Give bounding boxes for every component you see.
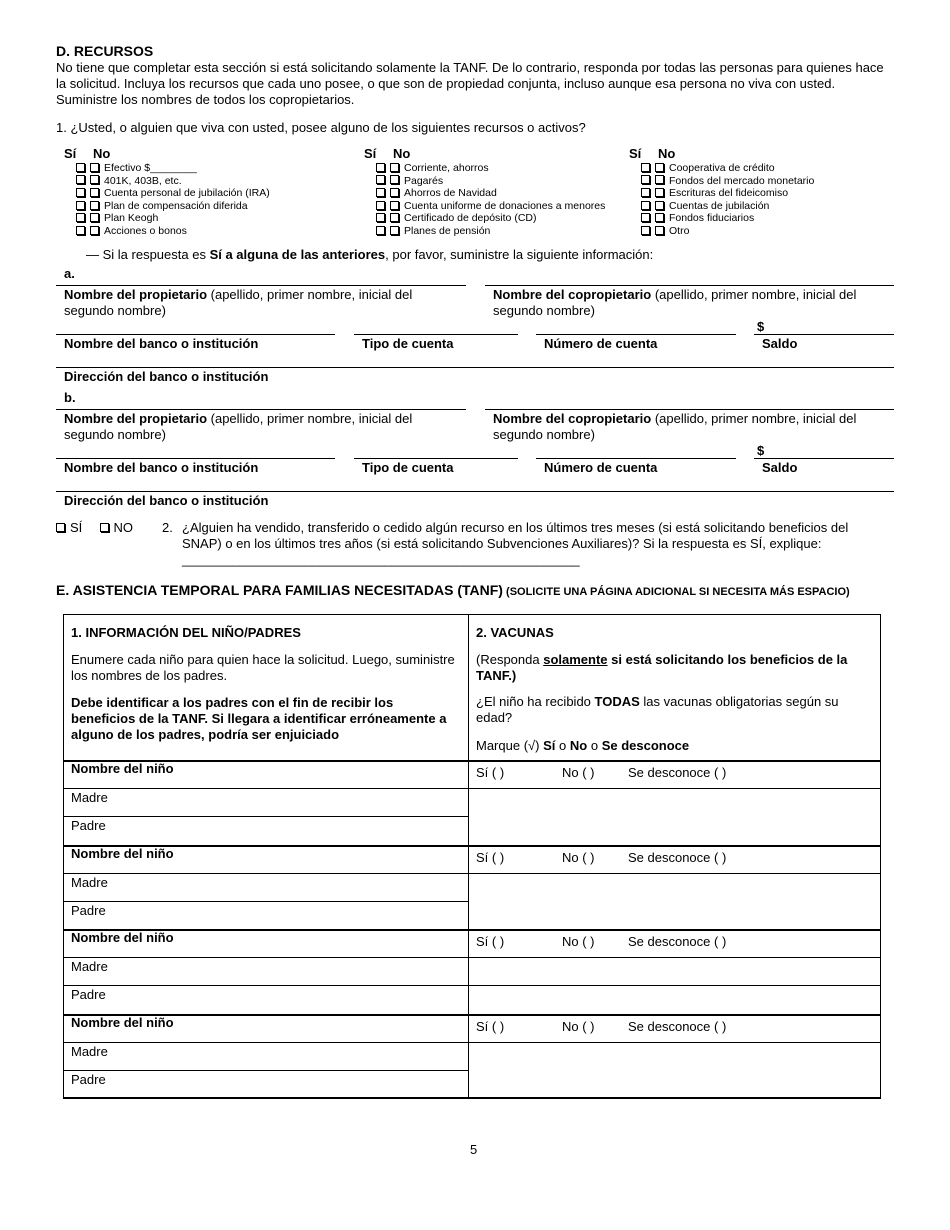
resource-label: Cuenta personal de jubilación (IRA) (104, 187, 270, 200)
resource-label: Cuentas de jubilación (669, 199, 770, 212)
resource-label: Plan Keogh (104, 212, 159, 225)
no-checkbox[interactable] (390, 213, 399, 222)
vaccine-yes[interactable]: Sí ( ) (476, 849, 505, 865)
resource-row (64, 212, 270, 225)
child-name-label: Nombre del niño (71, 761, 174, 776)
resource-row (629, 200, 814, 213)
vaccine-no[interactable]: No ( ) (562, 1018, 595, 1034)
bank-address-label: Dirección del banco o institución (64, 369, 269, 384)
mother-label[interactable]: Madre (71, 1043, 108, 1059)
group-divider (63, 929, 881, 931)
no-checkbox[interactable] (390, 163, 399, 172)
block-letter: a. (64, 266, 75, 281)
q2-yes-checkbox[interactable] (56, 523, 65, 532)
no-checkbox[interactable] (655, 213, 664, 222)
left-warning: Debe identificar a los padres con el fin de recibir los beneficios de la TANF. Si llegara a identificar erróneamente a alguno de los padres, podría ser enjuiciado (71, 695, 447, 742)
right-question: ¿El niño ha recibido TODAS las vacunas obligatorias según su edad? (476, 694, 839, 725)
yes-checkbox[interactable] (376, 163, 385, 172)
bank-name-line[interactable] (56, 458, 335, 459)
group-divider (63, 760, 881, 762)
yes-cell (364, 187, 390, 200)
no-checkbox[interactable] (390, 175, 399, 184)
father-label[interactable]: Padre (71, 1071, 106, 1087)
no-checkbox[interactable] (90, 226, 99, 235)
resource-row (629, 162, 814, 175)
resource-row (64, 175, 270, 188)
account-type-line[interactable] (354, 458, 518, 459)
no-checkbox[interactable] (90, 188, 99, 197)
section-e-heading: E. ASISTENCIA TEMPORAL PARA FAMILIAS NECESITADAS (TANF) (SOLICITE UNA PÁGINA ADICIONAL SI NECESITA MÁS ESPACIO) (56, 582, 850, 598)
section-d-intro: No tiene que completar esta sección si está solicitando solamente la TANF. De lo contrario, responda por todas las personas para quienes hace la solicitud. Incluya los recursos que cada uno posee, o que son de propiedad conjunta, incluso aunque esa persona no viva con usted. Suministre los nombres de todos los copropietarios. (56, 60, 884, 107)
account-type-label: Tipo de cuenta (362, 460, 454, 475)
resource-row (364, 187, 605, 200)
mother-label[interactable]: Madre (71, 790, 108, 805)
left-text: Enumere cada niño para quien hace la solicitud. Luego, suministre los nombres de los padres. (71, 652, 455, 683)
yes-checkbox[interactable] (641, 163, 650, 172)
row-divider (63, 1070, 468, 1071)
yes-checkbox[interactable] (641, 175, 650, 184)
yes-cell (364, 212, 390, 225)
resource-row (364, 212, 605, 225)
no-header: No (93, 146, 111, 161)
yes-checkbox[interactable] (76, 213, 85, 222)
yes-header: Sí (64, 146, 77, 161)
no-checkbox[interactable] (90, 163, 99, 172)
resource-label: Fondos del mercado monetario (669, 174, 815, 187)
resource-label: Plan de compensación diferida (104, 199, 248, 212)
balance-label: Saldo (762, 336, 798, 351)
yes-cell (64, 162, 90, 175)
yes-checkbox[interactable] (641, 226, 650, 235)
mother-label[interactable]: Madre (71, 874, 108, 890)
yes-checkbox[interactable] (376, 201, 385, 210)
row-divider (63, 1042, 881, 1043)
father-label[interactable]: Padre (71, 818, 106, 833)
group-divider (63, 1014, 881, 1016)
page-number: 5 (470, 1142, 478, 1157)
yes-cell (364, 162, 390, 175)
vaccine-unknown[interactable]: Se desconoce ( ) (628, 934, 727, 949)
account-number-label: Número de cuenta (544, 460, 658, 475)
coowner-label: Nombre del copropietario (apellido, primer nombre, inicial del segundo nombre) (493, 411, 857, 442)
row-divider (63, 873, 881, 874)
resource-label: Corriente, ahorros (404, 162, 489, 174)
yes-cell (629, 225, 655, 238)
coowner-line[interactable] (485, 409, 894, 410)
yes-cell (64, 175, 90, 188)
resource-label: Acciones o bonos (104, 224, 187, 237)
resource-row (64, 225, 270, 238)
table-divider (468, 614, 469, 1098)
no-checkbox[interactable] (655, 163, 664, 172)
owner-line[interactable] (56, 285, 466, 286)
vaccine-unknown[interactable]: Se desconoce ( ) (628, 1018, 727, 1034)
mother-label[interactable]: Madre (71, 959, 108, 974)
no-header: No (658, 146, 676, 161)
resource-row (629, 212, 814, 225)
resource-label: Ahorros de Navidad (404, 187, 497, 200)
resources-column-3 (629, 146, 814, 238)
vaccine-unknown[interactable]: Se desconoce ( ) (628, 849, 727, 865)
yes-checkbox[interactable] (76, 163, 85, 172)
child-name-label: Nombre del niño (71, 930, 174, 945)
resource-label: Certificado de depósito (CD) (404, 212, 537, 225)
account-type-line[interactable] (354, 334, 518, 335)
yes-checkbox[interactable] (641, 213, 650, 222)
right-note: (Responda solamente si está solicitando los beneficios de la TANF.) (476, 652, 848, 683)
row-divider (468, 985, 880, 986)
tanf-table (63, 614, 881, 1099)
bank-name-label: Nombre del banco o institución (64, 336, 259, 351)
row-divider (63, 816, 468, 817)
no-checkbox[interactable] (655, 188, 664, 197)
yes-cell (629, 200, 655, 213)
bank-name-label: Nombre del banco o institución (64, 460, 259, 475)
yes-checkbox[interactable] (376, 188, 385, 197)
yes-cell (64, 200, 90, 213)
vaccine-yes[interactable]: Sí ( ) (476, 765, 505, 780)
resource-row (64, 200, 270, 213)
yes-checkbox[interactable] (376, 213, 385, 222)
yes-checkbox[interactable] (376, 226, 385, 235)
resource-label: Escrituras del fideicomiso (669, 187, 789, 200)
right-title: 2. VACUNAS (476, 625, 554, 640)
account-number-line[interactable] (536, 458, 736, 459)
group-divider (63, 845, 881, 847)
dollar-sign: $ (757, 443, 765, 458)
resource-row (364, 162, 605, 175)
yes-cell (64, 212, 90, 225)
block-letter: b. (64, 390, 76, 405)
balance-label: Saldo (762, 460, 798, 475)
row-divider (63, 901, 468, 902)
no-checkbox[interactable] (390, 201, 399, 210)
resources-column-1 (64, 146, 270, 238)
balance-line[interactable] (754, 458, 894, 459)
q2-text[interactable]: ¿Alguien ha vendido, transferido o cedido algún recurso en los últimos tres meses (si está solicitando beneficios del SNAP) o en los últimos tres años (si está solicitando Subvenciones Auxiliares)? Si la respuesta es SÍ, explique: _______________________________________________________ (182, 520, 849, 567)
yes-cell (629, 175, 655, 188)
resource-label: Planes de pensión (404, 224, 491, 237)
child-name-label: Nombre del niño (71, 845, 174, 861)
owner-label: Nombre del propietario (apellido, primer nombre, inicial del segundo nombre) (64, 287, 413, 318)
bank-address-label: Dirección del banco o institución (64, 493, 269, 508)
no-checkbox[interactable] (390, 226, 399, 235)
yes-checkbox[interactable] (641, 188, 650, 197)
child-name-label: Nombre del niño (71, 1014, 174, 1030)
yes-checkbox[interactable] (76, 188, 85, 197)
yes-cell (629, 162, 655, 175)
resource-row (364, 200, 605, 213)
resource-label: Cuenta uniforme de donaciones a menores (404, 199, 606, 212)
resource-row (629, 225, 814, 238)
mark-instruction: Marque (√) Sí o No o Se desconoce (476, 738, 690, 753)
left-title: 1. INFORMACIÓN DEL NIÑO/PADRES (71, 625, 301, 640)
bank-name-line[interactable] (56, 334, 335, 335)
yes-header: Sí (629, 146, 642, 161)
bank-address-line[interactable] (56, 491, 894, 492)
row-divider (63, 788, 881, 789)
q2-no-checkbox[interactable] (100, 523, 109, 532)
yes-cell (64, 187, 90, 200)
section-d-heading: D. RECURSOS (56, 43, 154, 59)
yes-cell (364, 175, 390, 188)
no-checkbox[interactable] (655, 201, 664, 210)
yes-cell (629, 187, 655, 200)
resource-label: 401K, 403B, etc. (104, 174, 182, 187)
resource-label: Otro (669, 224, 690, 237)
father-label[interactable]: Padre (71, 987, 106, 1002)
father-label[interactable]: Padre (71, 902, 106, 918)
no-checkbox[interactable] (90, 213, 99, 222)
yes-cell (629, 212, 655, 225)
q2-number: 2. (162, 520, 173, 535)
vaccine-no[interactable]: No ( ) (562, 849, 595, 865)
no-checkbox[interactable] (390, 188, 399, 197)
resource-row (629, 175, 814, 188)
vaccine-no[interactable]: No ( ) (562, 765, 595, 780)
resource-label: Cooperativa de crédito (669, 162, 775, 174)
balance-line[interactable] (754, 334, 894, 335)
vaccine-yes[interactable]: Sí ( ) (476, 1018, 505, 1034)
coowner-line[interactable] (485, 285, 894, 286)
no-checkbox[interactable] (90, 175, 99, 184)
vaccine-no[interactable]: No ( ) (562, 934, 595, 949)
yes-cell (364, 225, 390, 238)
owner-line[interactable] (56, 409, 466, 410)
no-checkbox[interactable] (655, 226, 664, 235)
resource-row (64, 162, 270, 175)
yes-checkbox[interactable] (76, 226, 85, 235)
yes-header: Sí (364, 146, 377, 161)
vaccine-yes[interactable]: Sí ( ) (476, 934, 505, 949)
q2-checkboxes: SÍ NO (56, 520, 133, 536)
resource-row (364, 225, 605, 238)
yes-checkbox[interactable] (641, 201, 650, 210)
resources-column-2 (364, 146, 605, 238)
yes-checkbox[interactable] (76, 175, 85, 184)
yes-checkbox[interactable] (76, 201, 85, 210)
coowner-label: Nombre del copropietario (apellido, primer nombre, inicial del segundo nombre) (493, 287, 857, 318)
no-checkbox[interactable] (655, 175, 664, 184)
owner-label: Nombre del propietario (apellido, primer nombre, inicial del segundo nombre) (64, 411, 413, 442)
yes-cell (364, 200, 390, 213)
question-1: 1. ¿Usted, o alguien que viva con usted, posee alguno de los siguientes recursos o activos? (56, 120, 586, 135)
yes-cell (64, 225, 90, 238)
no-checkbox[interactable] (90, 201, 99, 210)
resource-row (364, 175, 605, 188)
table-bottom (63, 1097, 881, 1099)
resource-label: Efectivo $________ (104, 162, 197, 174)
resource-row (64, 187, 270, 200)
resource-label: Pagarés (404, 174, 444, 187)
bank-address-line[interactable] (56, 367, 894, 368)
no-header: No (393, 146, 411, 161)
account-number-label: Número de cuenta (544, 336, 658, 351)
row-divider (63, 985, 468, 986)
dollar-sign: $ (757, 319, 765, 334)
if-yes-instruction: — Si la respuesta es Sí a alguna de las anteriores, por favor, suministre la siguiente información: (86, 247, 654, 262)
account-number-line[interactable] (536, 334, 736, 335)
row-divider (63, 957, 881, 958)
account-type-label: Tipo de cuenta (362, 336, 454, 351)
yes-checkbox[interactable] (376, 175, 385, 184)
vaccine-unknown[interactable]: Se desconoce ( ) (628, 765, 727, 780)
resource-row (629, 187, 814, 200)
resource-label: Fondos fiduciarios (669, 212, 755, 225)
